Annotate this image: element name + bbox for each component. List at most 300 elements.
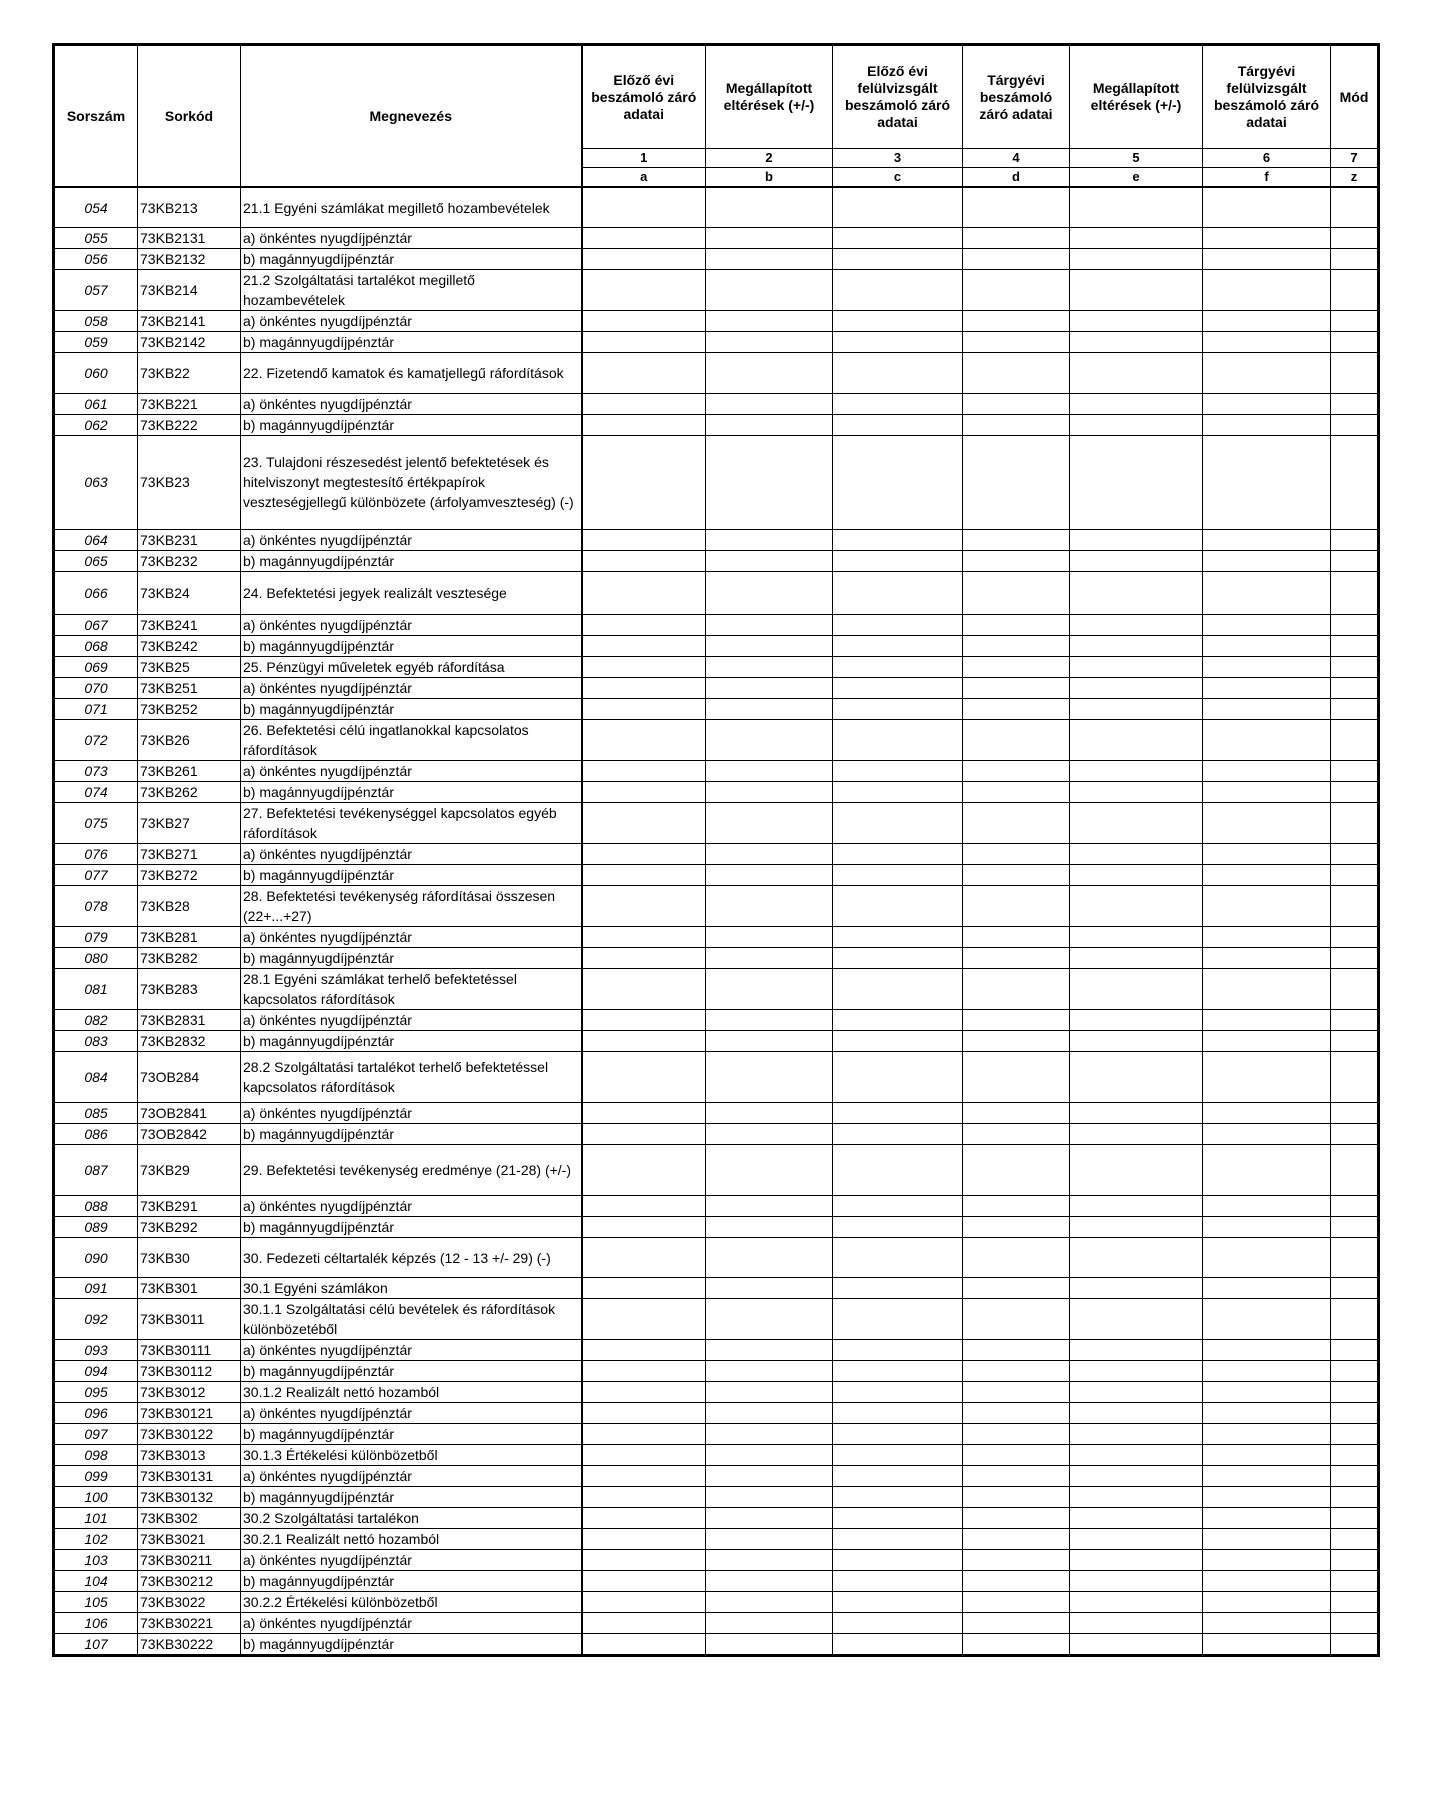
value-cell-col-2[interactable] — [706, 550, 833, 571]
value-cell-col-2[interactable] — [706, 394, 833, 415]
value-cell-col-7[interactable] — [1331, 1403, 1379, 1424]
value-cell-col-2[interactable] — [706, 436, 833, 530]
value-cell-col-7[interactable] — [1331, 228, 1379, 249]
value-cell-col-2[interactable] — [706, 415, 833, 436]
value-cell-col-1[interactable] — [582, 802, 706, 843]
value-cell-col-3[interactable] — [833, 864, 963, 885]
value-cell-col-4[interactable] — [963, 415, 1070, 436]
value-cell-col-3[interactable] — [833, 1278, 963, 1299]
value-cell-col-5[interactable] — [1070, 885, 1203, 926]
value-cell-col-1[interactable] — [582, 353, 706, 394]
value-cell-col-4[interactable] — [963, 550, 1070, 571]
value-cell-col-5[interactable] — [1070, 187, 1203, 228]
value-cell-col-4[interactable] — [963, 1634, 1070, 1656]
value-cell-col-3[interactable] — [833, 947, 963, 968]
value-cell-col-5[interactable] — [1070, 1237, 1203, 1278]
value-cell-col-7[interactable] — [1331, 1361, 1379, 1382]
value-cell-col-5[interactable] — [1070, 1102, 1203, 1123]
value-cell-col-3[interactable] — [833, 550, 963, 571]
value-cell-col-2[interactable] — [706, 656, 833, 677]
value-cell-col-6[interactable] — [1203, 698, 1331, 719]
value-cell-col-6[interactable] — [1203, 353, 1331, 394]
value-cell-col-1[interactable] — [582, 1009, 706, 1030]
value-cell-col-4[interactable] — [963, 864, 1070, 885]
value-cell-col-5[interactable] — [1070, 614, 1203, 635]
value-cell-col-1[interactable] — [582, 1361, 706, 1382]
value-cell-col-1[interactable] — [582, 698, 706, 719]
value-cell-col-4[interactable] — [963, 656, 1070, 677]
value-cell-col-6[interactable] — [1203, 968, 1331, 1009]
value-cell-col-4[interactable] — [963, 885, 1070, 926]
value-cell-col-5[interactable] — [1070, 947, 1203, 968]
value-cell-col-6[interactable] — [1203, 311, 1331, 332]
value-cell-col-3[interactable] — [833, 311, 963, 332]
value-cell-col-4[interactable] — [963, 1508, 1070, 1529]
value-cell-col-2[interactable] — [706, 1487, 833, 1508]
value-cell-col-3[interactable] — [833, 353, 963, 394]
value-cell-col-7[interactable] — [1331, 1382, 1379, 1403]
value-cell-col-5[interactable] — [1070, 394, 1203, 415]
value-cell-col-6[interactable] — [1203, 1299, 1331, 1340]
value-cell-col-5[interactable] — [1070, 635, 1203, 656]
value-cell-col-5[interactable] — [1070, 1195, 1203, 1216]
value-cell-col-7[interactable] — [1331, 187, 1379, 228]
value-cell-col-2[interactable] — [706, 1009, 833, 1030]
value-cell-col-4[interactable] — [963, 1195, 1070, 1216]
value-cell-col-2[interactable] — [706, 885, 833, 926]
value-cell-col-1[interactable] — [582, 760, 706, 781]
value-cell-col-1[interactable] — [582, 1102, 706, 1123]
value-cell-col-7[interactable] — [1331, 332, 1379, 353]
value-cell-col-2[interactable] — [706, 353, 833, 394]
value-cell-col-7[interactable] — [1331, 1051, 1379, 1102]
value-cell-col-6[interactable] — [1203, 843, 1331, 864]
value-cell-col-6[interactable] — [1203, 1009, 1331, 1030]
value-cell-col-7[interactable] — [1331, 926, 1379, 947]
value-cell-col-3[interactable] — [833, 1508, 963, 1529]
value-cell-col-1[interactable] — [582, 187, 706, 228]
value-cell-col-4[interactable] — [963, 1030, 1070, 1051]
value-cell-col-7[interactable] — [1331, 415, 1379, 436]
value-cell-col-3[interactable] — [833, 529, 963, 550]
value-cell-col-2[interactable] — [706, 968, 833, 1009]
value-cell-col-4[interactable] — [963, 1123, 1070, 1144]
value-cell-col-1[interactable] — [582, 1278, 706, 1299]
value-cell-col-3[interactable] — [833, 1487, 963, 1508]
value-cell-col-3[interactable] — [833, 1592, 963, 1613]
value-cell-col-1[interactable] — [582, 249, 706, 270]
value-cell-col-7[interactable] — [1331, 719, 1379, 760]
value-cell-col-5[interactable] — [1070, 1340, 1203, 1361]
value-cell-col-6[interactable] — [1203, 228, 1331, 249]
value-cell-col-5[interactable] — [1070, 1278, 1203, 1299]
value-cell-col-5[interactable] — [1070, 843, 1203, 864]
value-cell-col-5[interactable] — [1070, 698, 1203, 719]
value-cell-col-4[interactable] — [963, 571, 1070, 614]
value-cell-col-7[interactable] — [1331, 1634, 1379, 1656]
value-cell-col-4[interactable] — [963, 698, 1070, 719]
value-cell-col-4[interactable] — [963, 1278, 1070, 1299]
value-cell-col-3[interactable] — [833, 394, 963, 415]
value-cell-col-3[interactable] — [833, 656, 963, 677]
value-cell-col-1[interactable] — [582, 1340, 706, 1361]
value-cell-col-2[interactable] — [706, 529, 833, 550]
value-cell-col-3[interactable] — [833, 270, 963, 311]
value-cell-col-4[interactable] — [963, 781, 1070, 802]
value-cell-col-2[interactable] — [706, 270, 833, 311]
value-cell-col-3[interactable] — [833, 1030, 963, 1051]
value-cell-col-7[interactable] — [1331, 968, 1379, 1009]
value-cell-col-3[interactable] — [833, 415, 963, 436]
value-cell-col-3[interactable] — [833, 1571, 963, 1592]
value-cell-col-6[interactable] — [1203, 1508, 1331, 1529]
value-cell-col-5[interactable] — [1070, 926, 1203, 947]
value-cell-col-2[interactable] — [706, 1102, 833, 1123]
value-cell-col-1[interactable] — [582, 1403, 706, 1424]
value-cell-col-5[interactable] — [1070, 1144, 1203, 1195]
value-cell-col-2[interactable] — [706, 843, 833, 864]
value-cell-col-6[interactable] — [1203, 1030, 1331, 1051]
value-cell-col-6[interactable] — [1203, 529, 1331, 550]
value-cell-col-3[interactable] — [833, 571, 963, 614]
value-cell-col-6[interactable] — [1203, 719, 1331, 760]
value-cell-col-7[interactable] — [1331, 1466, 1379, 1487]
value-cell-col-1[interactable] — [582, 228, 706, 249]
value-cell-col-7[interactable] — [1331, 1508, 1379, 1529]
value-cell-col-5[interactable] — [1070, 1529, 1203, 1550]
value-cell-col-2[interactable] — [706, 635, 833, 656]
value-cell-col-2[interactable] — [706, 1613, 833, 1634]
value-cell-col-2[interactable] — [706, 802, 833, 843]
value-cell-col-2[interactable] — [706, 1529, 833, 1550]
value-cell-col-5[interactable] — [1070, 968, 1203, 1009]
value-cell-col-1[interactable] — [582, 571, 706, 614]
value-cell-col-7[interactable] — [1331, 1009, 1379, 1030]
value-cell-col-2[interactable] — [706, 571, 833, 614]
value-cell-col-2[interactable] — [706, 926, 833, 947]
value-cell-col-3[interactable] — [833, 843, 963, 864]
value-cell-col-7[interactable] — [1331, 1278, 1379, 1299]
value-cell-col-3[interactable] — [833, 249, 963, 270]
value-cell-col-6[interactable] — [1203, 1195, 1331, 1216]
value-cell-col-5[interactable] — [1070, 228, 1203, 249]
value-cell-col-4[interactable] — [963, 1592, 1070, 1613]
value-cell-col-1[interactable] — [582, 1216, 706, 1237]
value-cell-col-1[interactable] — [582, 1299, 706, 1340]
value-cell-col-7[interactable] — [1331, 864, 1379, 885]
value-cell-col-4[interactable] — [963, 1144, 1070, 1195]
value-cell-col-7[interactable] — [1331, 249, 1379, 270]
value-cell-col-1[interactable] — [582, 415, 706, 436]
value-cell-col-4[interactable] — [963, 719, 1070, 760]
value-cell-col-4[interactable] — [963, 1237, 1070, 1278]
value-cell-col-1[interactable] — [582, 270, 706, 311]
value-cell-col-7[interactable] — [1331, 1237, 1379, 1278]
value-cell-col-5[interactable] — [1070, 656, 1203, 677]
value-cell-col-6[interactable] — [1203, 1216, 1331, 1237]
value-cell-col-2[interactable] — [706, 1466, 833, 1487]
value-cell-col-5[interactable] — [1070, 1634, 1203, 1656]
value-cell-col-7[interactable] — [1331, 781, 1379, 802]
value-cell-col-1[interactable] — [582, 1424, 706, 1445]
value-cell-col-1[interactable] — [582, 1051, 706, 1102]
value-cell-col-7[interactable] — [1331, 1487, 1379, 1508]
value-cell-col-4[interactable] — [963, 677, 1070, 698]
value-cell-col-1[interactable] — [582, 635, 706, 656]
value-cell-col-4[interactable] — [963, 1466, 1070, 1487]
value-cell-col-1[interactable] — [582, 656, 706, 677]
value-cell-col-1[interactable] — [582, 1550, 706, 1571]
value-cell-col-5[interactable] — [1070, 1123, 1203, 1144]
value-cell-col-4[interactable] — [963, 635, 1070, 656]
value-cell-col-2[interactable] — [706, 1550, 833, 1571]
value-cell-col-3[interactable] — [833, 1299, 963, 1340]
value-cell-col-6[interactable] — [1203, 1592, 1331, 1613]
value-cell-col-4[interactable] — [963, 1487, 1070, 1508]
value-cell-col-1[interactable] — [582, 1613, 706, 1634]
value-cell-col-5[interactable] — [1070, 802, 1203, 843]
value-cell-col-4[interactable] — [963, 947, 1070, 968]
value-cell-col-5[interactable] — [1070, 249, 1203, 270]
value-cell-col-3[interactable] — [833, 1529, 963, 1550]
value-cell-col-4[interactable] — [963, 353, 1070, 394]
value-cell-col-4[interactable] — [963, 1403, 1070, 1424]
value-cell-col-2[interactable] — [706, 249, 833, 270]
value-cell-col-4[interactable] — [963, 249, 1070, 270]
value-cell-col-6[interactable] — [1203, 947, 1331, 968]
value-cell-col-1[interactable] — [582, 550, 706, 571]
value-cell-col-5[interactable] — [1070, 1613, 1203, 1634]
value-cell-col-5[interactable] — [1070, 1592, 1203, 1613]
value-cell-col-3[interactable] — [833, 1102, 963, 1123]
value-cell-col-6[interactable] — [1203, 1445, 1331, 1466]
value-cell-col-3[interactable] — [833, 228, 963, 249]
value-cell-col-4[interactable] — [963, 1009, 1070, 1030]
value-cell-col-3[interactable] — [833, 1550, 963, 1571]
value-cell-col-1[interactable] — [582, 1445, 706, 1466]
value-cell-col-5[interactable] — [1070, 1424, 1203, 1445]
value-cell-col-5[interactable] — [1070, 1051, 1203, 1102]
value-cell-col-1[interactable] — [582, 1508, 706, 1529]
value-cell-col-2[interactable] — [706, 1340, 833, 1361]
value-cell-col-3[interactable] — [833, 885, 963, 926]
value-cell-col-4[interactable] — [963, 394, 1070, 415]
value-cell-col-2[interactable] — [706, 1634, 833, 1656]
value-cell-col-2[interactable] — [706, 311, 833, 332]
value-cell-col-4[interactable] — [963, 332, 1070, 353]
value-cell-col-2[interactable] — [706, 1195, 833, 1216]
value-cell-col-7[interactable] — [1331, 947, 1379, 968]
value-cell-col-3[interactable] — [833, 1403, 963, 1424]
value-cell-col-4[interactable] — [963, 1424, 1070, 1445]
value-cell-col-6[interactable] — [1203, 677, 1331, 698]
value-cell-col-4[interactable] — [963, 1361, 1070, 1382]
value-cell-col-7[interactable] — [1331, 698, 1379, 719]
value-cell-col-2[interactable] — [706, 1403, 833, 1424]
value-cell-col-7[interactable] — [1331, 571, 1379, 614]
value-cell-col-1[interactable] — [582, 677, 706, 698]
value-cell-col-2[interactable] — [706, 698, 833, 719]
value-cell-col-6[interactable] — [1203, 1529, 1331, 1550]
value-cell-col-5[interactable] — [1070, 781, 1203, 802]
value-cell-col-7[interactable] — [1331, 1424, 1379, 1445]
value-cell-col-7[interactable] — [1331, 1571, 1379, 1592]
value-cell-col-5[interactable] — [1070, 1216, 1203, 1237]
value-cell-col-1[interactable] — [582, 394, 706, 415]
value-cell-col-6[interactable] — [1203, 926, 1331, 947]
value-cell-col-7[interactable] — [1331, 760, 1379, 781]
value-cell-col-6[interactable] — [1203, 1634, 1331, 1656]
value-cell-col-1[interactable] — [582, 1634, 706, 1656]
value-cell-col-5[interactable] — [1070, 332, 1203, 353]
value-cell-col-7[interactable] — [1331, 550, 1379, 571]
value-cell-col-7[interactable] — [1331, 1445, 1379, 1466]
value-cell-col-3[interactable] — [833, 1340, 963, 1361]
value-cell-col-3[interactable] — [833, 719, 963, 760]
value-cell-col-5[interactable] — [1070, 719, 1203, 760]
value-cell-col-6[interactable] — [1203, 394, 1331, 415]
value-cell-col-7[interactable] — [1331, 1144, 1379, 1195]
value-cell-col-5[interactable] — [1070, 760, 1203, 781]
value-cell-col-1[interactable] — [582, 926, 706, 947]
value-cell-col-6[interactable] — [1203, 1403, 1331, 1424]
value-cell-col-2[interactable] — [706, 1382, 833, 1403]
value-cell-col-5[interactable] — [1070, 1508, 1203, 1529]
value-cell-col-6[interactable] — [1203, 249, 1331, 270]
value-cell-col-7[interactable] — [1331, 394, 1379, 415]
value-cell-col-7[interactable] — [1331, 677, 1379, 698]
value-cell-col-6[interactable] — [1203, 415, 1331, 436]
value-cell-col-3[interactable] — [833, 635, 963, 656]
value-cell-col-3[interactable] — [833, 1424, 963, 1445]
value-cell-col-1[interactable] — [582, 332, 706, 353]
value-cell-col-5[interactable] — [1070, 1445, 1203, 1466]
value-cell-col-2[interactable] — [706, 864, 833, 885]
value-cell-col-5[interactable] — [1070, 529, 1203, 550]
value-cell-col-2[interactable] — [706, 228, 833, 249]
value-cell-col-1[interactable] — [582, 1237, 706, 1278]
value-cell-col-4[interactable] — [963, 926, 1070, 947]
value-cell-col-7[interactable] — [1331, 270, 1379, 311]
value-cell-col-2[interactable] — [706, 1051, 833, 1102]
value-cell-col-2[interactable] — [706, 781, 833, 802]
value-cell-col-7[interactable] — [1331, 1529, 1379, 1550]
value-cell-col-2[interactable] — [706, 1361, 833, 1382]
value-cell-col-1[interactable] — [582, 864, 706, 885]
value-cell-col-3[interactable] — [833, 802, 963, 843]
value-cell-col-2[interactable] — [706, 187, 833, 228]
value-cell-col-7[interactable] — [1331, 1030, 1379, 1051]
value-cell-col-5[interactable] — [1070, 1550, 1203, 1571]
value-cell-col-2[interactable] — [706, 1571, 833, 1592]
value-cell-col-4[interactable] — [963, 1571, 1070, 1592]
value-cell-col-5[interactable] — [1070, 1009, 1203, 1030]
value-cell-col-7[interactable] — [1331, 1550, 1379, 1571]
value-cell-col-5[interactable] — [1070, 1403, 1203, 1424]
value-cell-col-5[interactable] — [1070, 1571, 1203, 1592]
value-cell-col-5[interactable] — [1070, 1382, 1203, 1403]
value-cell-col-6[interactable] — [1203, 802, 1331, 843]
value-cell-col-4[interactable] — [963, 1299, 1070, 1340]
value-cell-col-5[interactable] — [1070, 1030, 1203, 1051]
value-cell-col-7[interactable] — [1331, 1102, 1379, 1123]
value-cell-col-1[interactable] — [582, 781, 706, 802]
value-cell-col-3[interactable] — [833, 1361, 963, 1382]
value-cell-col-3[interactable] — [833, 1613, 963, 1634]
value-cell-col-2[interactable] — [706, 1144, 833, 1195]
value-cell-col-1[interactable] — [582, 311, 706, 332]
value-cell-col-2[interactable] — [706, 1424, 833, 1445]
value-cell-col-6[interactable] — [1203, 614, 1331, 635]
value-cell-col-3[interactable] — [833, 1051, 963, 1102]
value-cell-col-1[interactable] — [582, 968, 706, 1009]
value-cell-col-3[interactable] — [833, 614, 963, 635]
value-cell-col-5[interactable] — [1070, 864, 1203, 885]
value-cell-col-6[interactable] — [1203, 1571, 1331, 1592]
value-cell-col-7[interactable] — [1331, 436, 1379, 530]
value-cell-col-3[interactable] — [833, 1216, 963, 1237]
value-cell-col-7[interactable] — [1331, 843, 1379, 864]
value-cell-col-1[interactable] — [582, 719, 706, 760]
value-cell-col-1[interactable] — [582, 1466, 706, 1487]
value-cell-col-1[interactable] — [582, 885, 706, 926]
value-cell-col-7[interactable] — [1331, 311, 1379, 332]
value-cell-col-5[interactable] — [1070, 1466, 1203, 1487]
value-cell-col-6[interactable] — [1203, 436, 1331, 530]
value-cell-col-7[interactable] — [1331, 1195, 1379, 1216]
value-cell-col-2[interactable] — [706, 1445, 833, 1466]
value-cell-col-4[interactable] — [963, 968, 1070, 1009]
value-cell-col-4[interactable] — [963, 760, 1070, 781]
value-cell-col-1[interactable] — [582, 1195, 706, 1216]
value-cell-col-1[interactable] — [582, 947, 706, 968]
value-cell-col-6[interactable] — [1203, 1550, 1331, 1571]
value-cell-col-4[interactable] — [963, 529, 1070, 550]
value-cell-col-1[interactable] — [582, 1592, 706, 1613]
value-cell-col-5[interactable] — [1070, 1299, 1203, 1340]
value-cell-col-6[interactable] — [1203, 1237, 1331, 1278]
value-cell-col-6[interactable] — [1203, 1340, 1331, 1361]
value-cell-col-5[interactable] — [1070, 1487, 1203, 1508]
value-cell-col-6[interactable] — [1203, 550, 1331, 571]
value-cell-col-5[interactable] — [1070, 311, 1203, 332]
value-cell-col-3[interactable] — [833, 1237, 963, 1278]
value-cell-col-3[interactable] — [833, 781, 963, 802]
value-cell-col-7[interactable] — [1331, 885, 1379, 926]
value-cell-col-6[interactable] — [1203, 1466, 1331, 1487]
value-cell-col-4[interactable] — [963, 1051, 1070, 1102]
value-cell-col-1[interactable] — [582, 1529, 706, 1550]
value-cell-col-3[interactable] — [833, 1634, 963, 1656]
value-cell-col-4[interactable] — [963, 228, 1070, 249]
value-cell-col-1[interactable] — [582, 1123, 706, 1144]
value-cell-col-3[interactable] — [833, 968, 963, 1009]
value-cell-col-2[interactable] — [706, 677, 833, 698]
value-cell-col-4[interactable] — [963, 1102, 1070, 1123]
value-cell-col-6[interactable] — [1203, 1051, 1331, 1102]
value-cell-col-2[interactable] — [706, 614, 833, 635]
value-cell-col-7[interactable] — [1331, 1613, 1379, 1634]
value-cell-col-6[interactable] — [1203, 1613, 1331, 1634]
value-cell-col-3[interactable] — [833, 698, 963, 719]
value-cell-col-3[interactable] — [833, 1382, 963, 1403]
value-cell-col-6[interactable] — [1203, 656, 1331, 677]
value-cell-col-3[interactable] — [833, 1445, 963, 1466]
value-cell-col-3[interactable] — [833, 677, 963, 698]
value-cell-col-1[interactable] — [582, 1382, 706, 1403]
value-cell-col-6[interactable] — [1203, 332, 1331, 353]
value-cell-col-4[interactable] — [963, 1216, 1070, 1237]
